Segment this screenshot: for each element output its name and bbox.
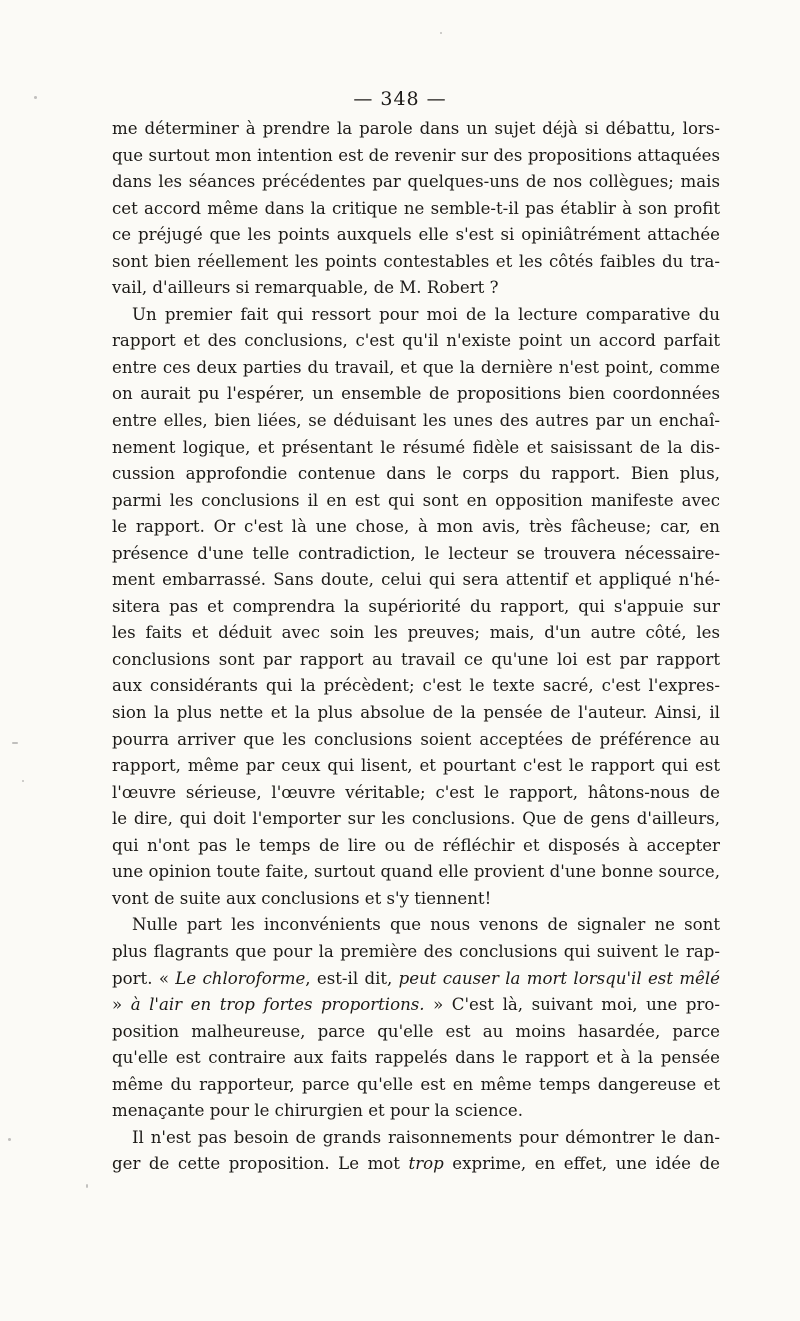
text-line: conclusions sont par rapport au travail ce qu'une loi est par rapport xyxy=(112,649,720,669)
text-line: entre elles, bien liées, se déduisant les unes des autres par un enchaî- xyxy=(112,411,720,431)
paragraph xyxy=(112,116,720,302)
italic-text: peut causer la mort lorsqu'il est mêlé xyxy=(398,968,720,988)
text-line: Nulle part les inconvénients que nous venons de signaler ne sont xyxy=(132,915,720,935)
text-segment: » C'est là, suivant moi, une pro- xyxy=(424,995,720,1015)
paper-speck xyxy=(86,1184,88,1188)
italic-text: Le chloroforme xyxy=(175,968,306,988)
text-line: pourra arriver que les conclusions soient acceptées de préférence au xyxy=(112,729,720,749)
text-line: menaçante pour le chirurgien et pour la science. xyxy=(112,1101,523,1121)
paper-speck xyxy=(22,780,24,782)
text-line: le rapport. Or c'est là une chose, à mon avis, très fâcheuse; car, en xyxy=(112,517,720,537)
text-line: parmi les conclusions il en est qui sont en opposition manifeste avec xyxy=(112,490,720,510)
text-line: cussion approfondie contenue dans le corps du rapport. Bien plus, xyxy=(112,464,720,484)
text-line xyxy=(112,966,720,993)
text-line: que surtout mon intention est de revenir sur des propositions attaquées xyxy=(112,145,720,165)
text-segment: ger de cette proposition. Le mot xyxy=(112,1154,409,1174)
text-line: vont de suite aux conclusions et s'y tiennent! xyxy=(112,888,492,908)
text-line: cet accord même dans la critique ne semble-t-il pas établir à son profit xyxy=(112,198,720,218)
text-line: une opinion toute faite, surtout quand elle provient d'une bonne source, xyxy=(112,862,720,882)
text-line: dans les séances précédentes par quelques-uns de nos collègues; mais xyxy=(112,172,720,192)
text-line xyxy=(112,1151,720,1178)
text-line: sont bien réellement les points contestables et les côtés faibles du tra- xyxy=(112,251,720,271)
paragraph xyxy=(112,912,720,1124)
text-line: me déterminer à prendre la parole dans un sujet déjà si débattu, lors- xyxy=(112,119,720,138)
paragraph xyxy=(112,1125,720,1178)
text-line: entre ces deux parties du travail, et que la dernière n'est point, comme xyxy=(112,357,720,377)
text-segment: , est-il dit, xyxy=(305,968,399,988)
paper-speck xyxy=(12,742,18,744)
italic-text: trop xyxy=(408,1154,444,1174)
paper-speck xyxy=(8,1138,11,1141)
text-line: Il n'est pas besoin de grands raisonnements pour démontrer le dan- xyxy=(132,1127,720,1147)
text-line: plus flagrants que pour la première des conclusions qui suivent le rap- xyxy=(112,941,720,961)
text-line: nement logique, et présentant le résumé fidèle et saisissant de la dis- xyxy=(112,437,720,457)
text-line: position malheureuse, parce qu'elle est au moins hasardée, parce xyxy=(112,1021,720,1041)
text-line: présence d'une telle contradiction, le lecteur se trouvera nécessaire- xyxy=(112,543,720,563)
text-line: Un premier fait qui ressort pour moi de la lecture comparative du xyxy=(132,304,720,324)
text-line xyxy=(112,992,720,1019)
text-line: sion la plus nette et la plus absolue de la pensée de l'auteur. Ainsi, il xyxy=(112,703,720,723)
text-line: on aurait pu l'espérer, un ensemble de propositions bien coordonnées xyxy=(112,384,720,404)
page-number: — 348 — xyxy=(353,88,447,110)
text-line: le dire, qui doit l'emporter sur les conclusions. Que de gens d'ailleurs, xyxy=(112,809,720,829)
body-text xyxy=(112,116,720,1178)
text-line: rapport et des conclusions, c'est qu'il n'existe point un accord parfait xyxy=(112,331,720,351)
text-line: l'œuvre sérieuse, l'œuvre véritable; c'est le rapport, hâtons-nous de xyxy=(112,782,720,802)
text-line: ment embarrassé. Sans doute, celui qui sera attentif et appliqué n'hé- xyxy=(112,570,720,590)
text-line: sitera pas et comprendra la supériorité du rapport, qui s'appuie sur xyxy=(112,596,720,616)
text-line: qu'elle est contraire aux faits rappelés dans le rapport et à la pensée xyxy=(112,1048,720,1068)
text-segment: exprime, en effet, une idée de xyxy=(443,1154,720,1174)
text-segment: » xyxy=(112,995,131,1015)
text-line: les faits et déduit avec soin les preuves; mais, d'un autre côté, les xyxy=(112,623,720,643)
paragraph xyxy=(112,302,720,913)
text-segment: port. « xyxy=(112,968,176,988)
text-line: même du rapporteur, parce qu'elle est en même temps dangereuse et xyxy=(112,1074,720,1094)
text-line: qui n'ont pas le temps de lire ou de réfléchir et disposés à accepter xyxy=(112,835,720,855)
text-line: ce préjugé que les points auxquels elle s'est si opiniâtrément attachée xyxy=(112,225,720,245)
text-line: vail, d'ailleurs si remarquable, de M. Robert ? xyxy=(112,278,499,298)
text-line: aux considérants qui la précèdent; c'est le texte sacré, c'est l'expres- xyxy=(112,676,720,696)
text-line: rapport, même par ceux qui lisent, et pourtant c'est le rapport qui est xyxy=(112,756,720,776)
paper-speck xyxy=(440,32,442,34)
paper-speck xyxy=(34,96,37,99)
italic-text: à l'air en trop fortes proportions. xyxy=(130,995,425,1015)
